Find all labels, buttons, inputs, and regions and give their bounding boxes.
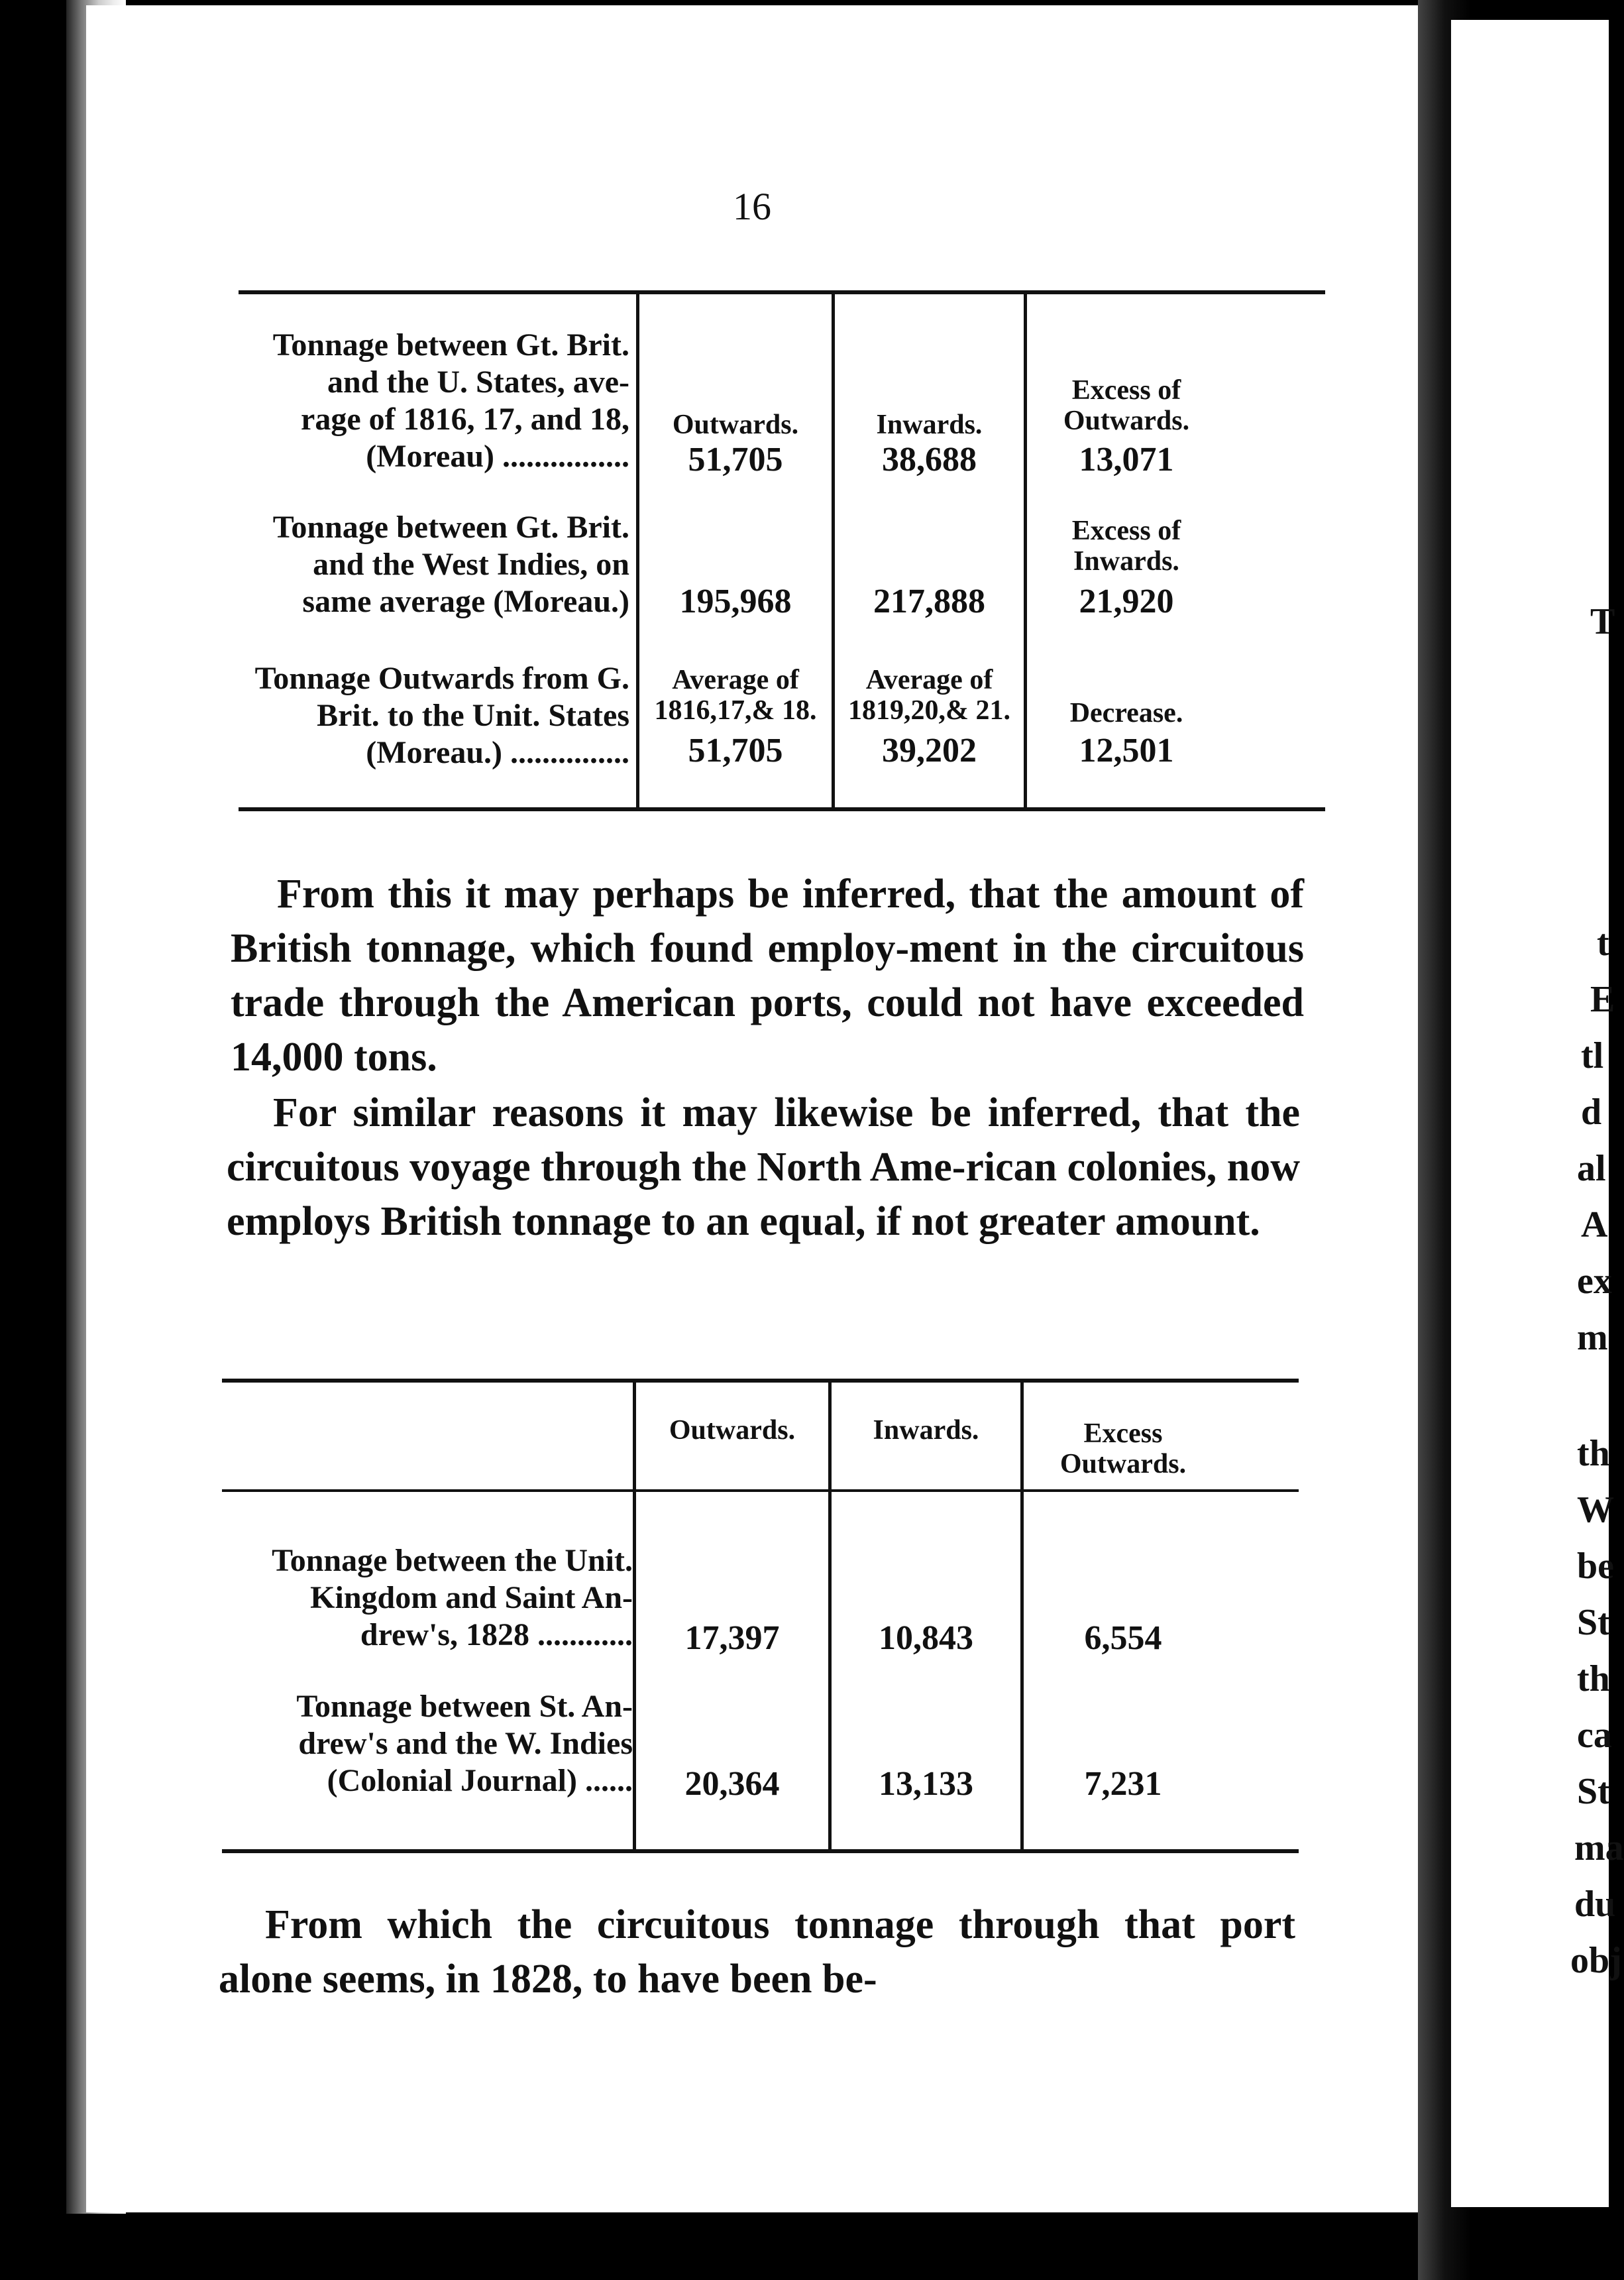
facing-page-text: ca: [1577, 1715, 1612, 1756]
facing-page-text: T: [1590, 601, 1615, 642]
table-top-rule: [222, 1379, 1299, 1383]
page-number: 16: [733, 185, 771, 228]
facing-page-text: ma: [1574, 1827, 1624, 1868]
facing-page-text: A: [1581, 1204, 1608, 1245]
row-label: Tonnage between Gt. Brit. and the West Indies, on same average (Moreau.): [272, 510, 629, 619]
facing-page-text: ex: [1577, 1261, 1612, 1302]
table-cell: 10,843: [879, 1619, 973, 1657]
facing-page-text: al: [1577, 1148, 1606, 1189]
table-cell: 13,071: [1079, 441, 1174, 479]
column-header: Average of 1816,17,& 18.: [654, 665, 817, 726]
column-header: Excess Outwards.: [1059, 1418, 1187, 1479]
column-divider: [636, 294, 639, 807]
body-paragraph: From this it may perhaps be inferred, that the amount of British tonnage, which found employ-ment in the circuitous trade through the American ports, could not have exceeded 14,000 tons.: [231, 872, 1304, 1080]
column-header: Inwards.: [873, 1415, 979, 1446]
row-label: Tonnage between Gt. Brit. and the U. States, ave- rage of 1816, 17, and 18, (Moreau) ................: [272, 327, 629, 474]
column-header: Excess of Outwards.: [1063, 375, 1190, 436]
body-paragraph: From which the circuitous tonnage through that port alone seems, in 1828, to have been be-: [219, 1902, 1295, 2002]
column-divider: [832, 294, 835, 807]
column-header: Outwards.: [669, 1415, 796, 1446]
facing-page-text: tl: [1581, 1035, 1604, 1076]
facing-page-text: t: [1597, 923, 1609, 964]
table-cell: 12,501: [1079, 732, 1174, 770]
body-paragraph: For similar reasons it may likewise be inferred, that the circuitous voyage through the North Ame-rican colonies, now employs British tonnage to an equal, if not greater amount.: [227, 1090, 1300, 1244]
facing-page: [1451, 20, 1624, 2207]
table-cell: 195,968: [679, 583, 792, 620]
column-header: Outwards.: [672, 410, 799, 440]
facing-page-text: St: [1577, 1771, 1610, 1812]
book-page: [86, 5, 1418, 2212]
tonnage-table-2: [222, 1379, 1299, 1869]
column-header: Inwards.: [876, 410, 983, 440]
row-label: Tonnage between the Unit. Kingdom and Saint An- drew's, 1828 ............: [272, 1543, 633, 1652]
facing-page-text: obj: [1570, 1940, 1622, 1981]
facing-page-text: St: [1577, 1602, 1610, 1643]
table-cell: 13,133: [879, 1765, 973, 1803]
column-header: Excess of Inwards.: [1071, 516, 1181, 577]
table-cell: 51,705: [688, 441, 783, 479]
facing-page-text: m: [1577, 1317, 1608, 1358]
facing-page-text: W: [1577, 1489, 1614, 1530]
facing-page-text: be: [1577, 1546, 1614, 1587]
table-cell: 7,231: [1084, 1765, 1162, 1803]
table-top-rule: [239, 290, 1325, 294]
facing-page-text: d: [1581, 1092, 1602, 1133]
table-cell: 51,705: [688, 732, 783, 770]
table-cell: 39,202: [882, 732, 977, 770]
facing-page-text: th: [1577, 1433, 1610, 1474]
table-bottom-rule: [222, 1849, 1299, 1853]
column-header: Decrease.: [1069, 698, 1183, 728]
row-label: Tonnage between St. An- drew's and the W. Indies (Colonial Journal) ......: [296, 1689, 633, 1798]
facing-page-text: E: [1590, 979, 1615, 1020]
table-bottom-rule: [239, 807, 1325, 811]
table-cell: 217,888: [873, 583, 985, 620]
row-label: Tonnage Outwards from G. Brit. to the Unit. States (Moreau.) ...............: [254, 661, 629, 770]
facing-page-text: du: [1574, 1884, 1616, 1925]
tonnage-table-1: [239, 290, 1325, 821]
table-cell: 38,688: [882, 441, 977, 479]
facing-page-text: th: [1577, 1658, 1610, 1699]
table-cell: 20,364: [684, 1765, 780, 1803]
table-cell: 6,554: [1084, 1619, 1162, 1657]
table-cell: 21,920: [1079, 583, 1174, 620]
header-rule: [222, 1489, 1299, 1492]
column-header: Average of 1819,20,& 21.: [848, 665, 1010, 726]
table-cell: 17,397: [684, 1619, 780, 1657]
